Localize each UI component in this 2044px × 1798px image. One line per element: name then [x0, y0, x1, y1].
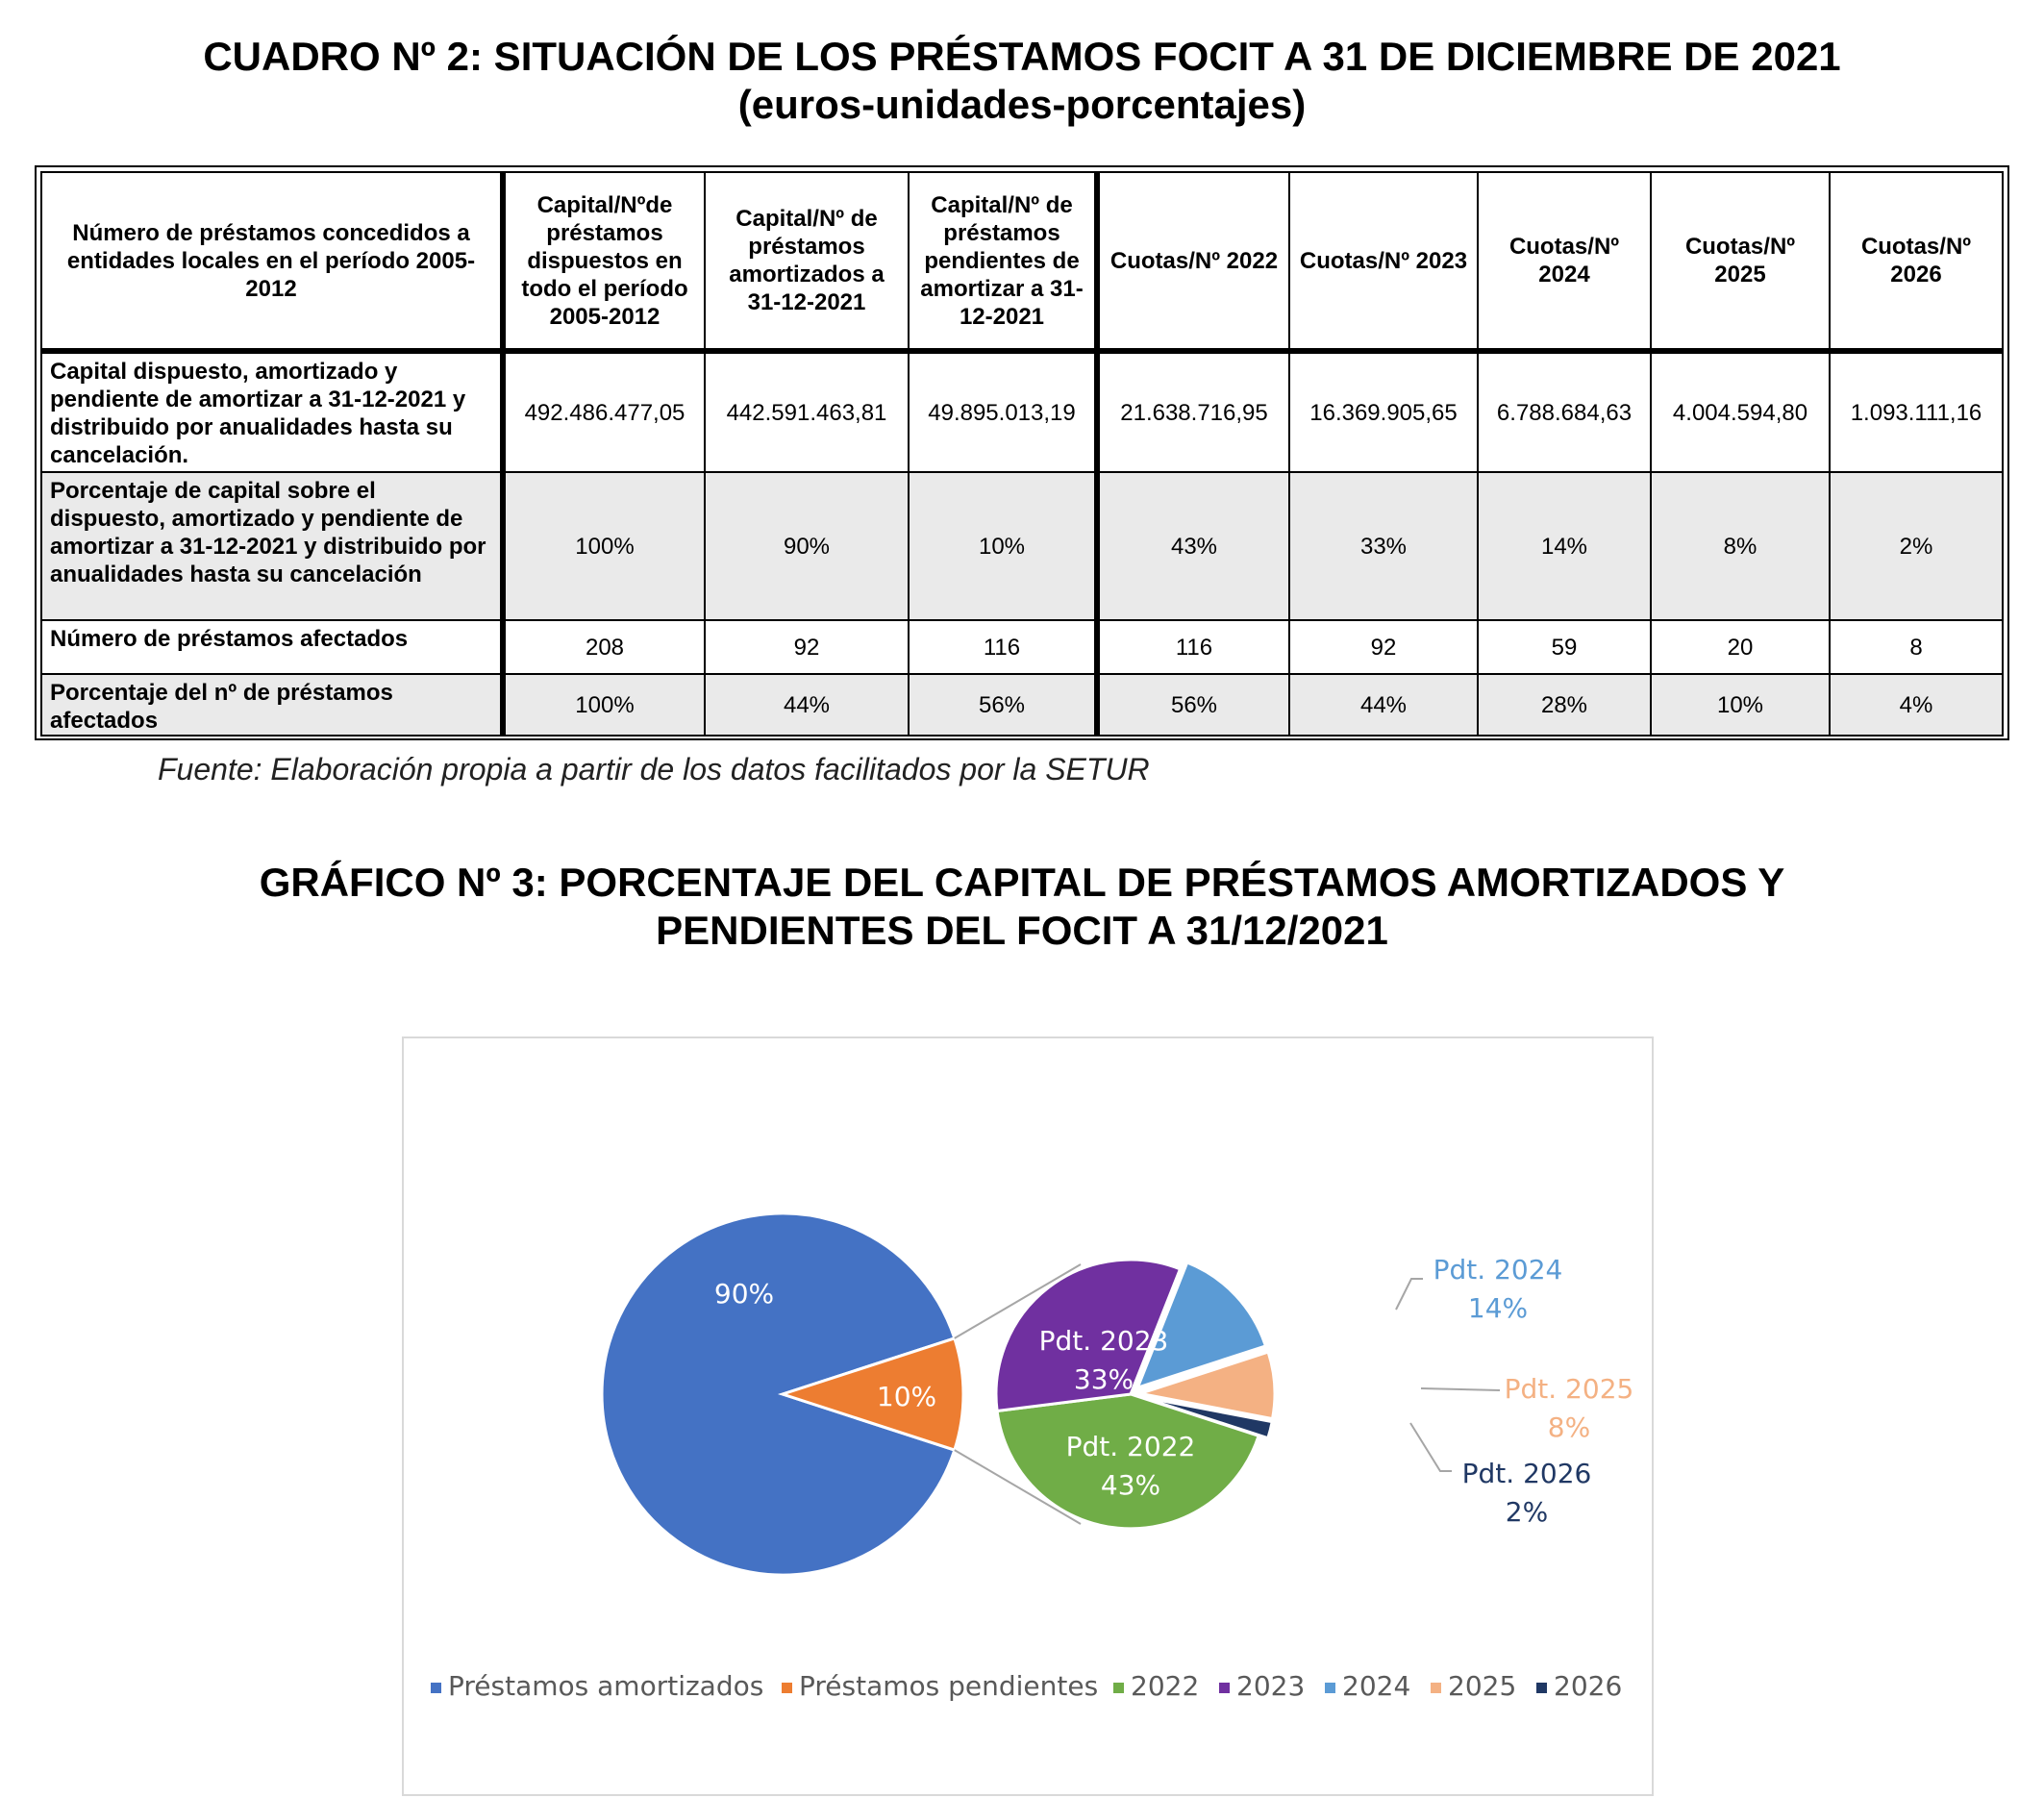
table-row: [41, 620, 2003, 674]
table-row: [41, 472, 2003, 620]
legend-swatch-6: [1536, 1683, 1547, 1693]
table-cell: 2%: [1830, 472, 2003, 620]
legend-swatch-3: [1219, 1683, 1230, 1693]
table-title-line1: CUADRO Nº 2: SITUACIÓN DE LOS PRÉSTAMOS FOCIT A 31 DE DICIEMBRE DE 2021: [203, 34, 1841, 79]
table-cell: 14%: [1478, 472, 1651, 620]
leader-line-2024: [1396, 1279, 1423, 1310]
table-cell: 21.638.716,95: [1097, 351, 1289, 472]
header-cell: Capital/Nº de préstamos pendientes de amortizar a 31-12-2021: [909, 172, 1097, 351]
legend-label-5: 2025: [1448, 1670, 1517, 1702]
data-label-amortizados: 90%: [713, 1278, 775, 1310]
row-label: Porcentaje de capital sobre el dispuesto, amortizado y pendiente de amortizar a 31-12-2021 y distribuido por anualidades hasta su cancelación: [41, 472, 503, 620]
table-cell: 92: [705, 620, 909, 674]
header-cell: Cuotas/Nº 2022: [1097, 172, 1289, 351]
header-cell: Capital/Nºde préstamos dispuestos en todo el período 2005-2012: [503, 172, 705, 351]
chart-title-line2: PENDIENTES DEL FOCIT A 31/12/2021: [656, 908, 1388, 953]
table-header-row: [41, 172, 2003, 351]
header-cell: Cuotas/Nº 2024: [1478, 172, 1651, 351]
table-cell: 100%: [503, 674, 705, 736]
legend-label-2: 2022: [1131, 1670, 1200, 1702]
table-cell: 28%: [1478, 674, 1651, 736]
legend-swatch-2: [1113, 1683, 1124, 1693]
table-cell: 10%: [909, 472, 1097, 620]
table-cell: 116: [1097, 620, 1289, 674]
table-cell: 8%: [1651, 472, 1830, 620]
table-cell: 1.093.111,16: [1830, 351, 2003, 472]
table-cell: 20: [1651, 620, 1830, 674]
table-cell: 16.369.905,65: [1289, 351, 1478, 472]
header-cell: Número de préstamos concedidos a entidades locales en el período 2005-2012: [41, 172, 503, 351]
legend-label-4: 2024: [1342, 1670, 1411, 1702]
table-cell: 44%: [1289, 674, 1478, 736]
table-cell: 8: [1830, 620, 2003, 674]
table-cell: 43%: [1097, 472, 1289, 620]
legend-label-3: 2023: [1236, 1670, 1306, 1702]
header-cell: Capital/Nº de préstamos amortizados a 31-12-2021: [705, 172, 909, 351]
table-title-line2: (euros-unidades-porcentajes): [737, 82, 1307, 127]
header-cell: Cuotas/Nº 2023: [1289, 172, 1478, 351]
header-cell: Cuotas/Nº 2025: [1651, 172, 1830, 351]
legend-label-0: Préstamos amortizados: [448, 1670, 764, 1702]
legend-label-1: Préstamos pendientes: [799, 1670, 1099, 1702]
table-cell: 4%: [1830, 674, 2003, 736]
table-cell: 56%: [1097, 674, 1289, 736]
table-cell: 442.591.463,81: [705, 351, 909, 472]
legend-swatch-1: [782, 1683, 792, 1693]
row-label: Número de préstamos afectados: [41, 620, 503, 674]
table-cell: 6.788.684,63: [1478, 351, 1651, 472]
data-label-2026-pct: 2%: [1505, 1496, 1549, 1528]
legend-swatch-4: [1325, 1683, 1335, 1693]
leader-line-2025: [1421, 1388, 1500, 1390]
data-label-2023-name: Pdt. 2023: [1038, 1325, 1169, 1357]
chart-svg: [404, 1038, 1656, 1798]
table-cell: 208: [503, 620, 705, 674]
data-label-2023-pct: 33%: [1073, 1363, 1134, 1395]
data-label-2024-pct: 14%: [1467, 1292, 1529, 1324]
row-label: Porcentaje del nº de préstamos afectados: [41, 674, 503, 736]
chart-title-line1: GRÁFICO Nº 3: PORCENTAJE DEL CAPITAL DE PRÉSTAMOS AMORTIZADOS Y: [259, 860, 1785, 905]
data-label-pendientes: 10%: [876, 1381, 937, 1412]
table-cell: 100%: [503, 472, 705, 620]
legend-swatch-5: [1431, 1683, 1441, 1693]
data-label-2022-name: Pdt. 2022: [1065, 1431, 1196, 1462]
data-label-2022-pct: 43%: [1100, 1469, 1161, 1501]
table-row: [41, 674, 2003, 736]
table-cell: 92: [1289, 620, 1478, 674]
leader-line-2026: [1410, 1423, 1452, 1471]
table-cell: 116: [909, 620, 1097, 674]
table-cell: 33%: [1289, 472, 1478, 620]
pie-of-pie-chart: [402, 1036, 1654, 1796]
table-cell: 56%: [909, 674, 1097, 736]
table-cell: 49.895.013,19: [909, 351, 1097, 472]
source-note: Fuente: Elaboración propia a partir de los datos facilitados por la SETUR: [158, 752, 1150, 787]
data-label-2026-name: Pdt. 2026: [1461, 1458, 1592, 1489]
row-label: Capital dispuesto, amortizado y pendiente de amortizar a 31-12-2021 y distribuido por anualidades hasta su cancelación.: [41, 351, 503, 472]
legend-swatch-0: [431, 1683, 441, 1693]
table-cell: 4.004.594,80: [1651, 351, 1830, 472]
legend-label-6: 2026: [1554, 1670, 1623, 1702]
data-label-2024-name: Pdt. 2024: [1433, 1254, 1563, 1286]
table-cell: 59: [1478, 620, 1651, 674]
loans-table: [35, 165, 2009, 740]
table-row: [41, 351, 2003, 472]
table-cell: 44%: [705, 674, 909, 736]
table-cell: 10%: [1651, 674, 1830, 736]
data-label-2025-name: Pdt. 2025: [1504, 1373, 1634, 1405]
table-cell: 90%: [705, 472, 909, 620]
table-cell: 492.486.477,05: [503, 351, 705, 472]
header-cell: Cuotas/Nº 2026: [1830, 172, 2003, 351]
data-label-2025-pct: 8%: [1547, 1411, 1591, 1443]
